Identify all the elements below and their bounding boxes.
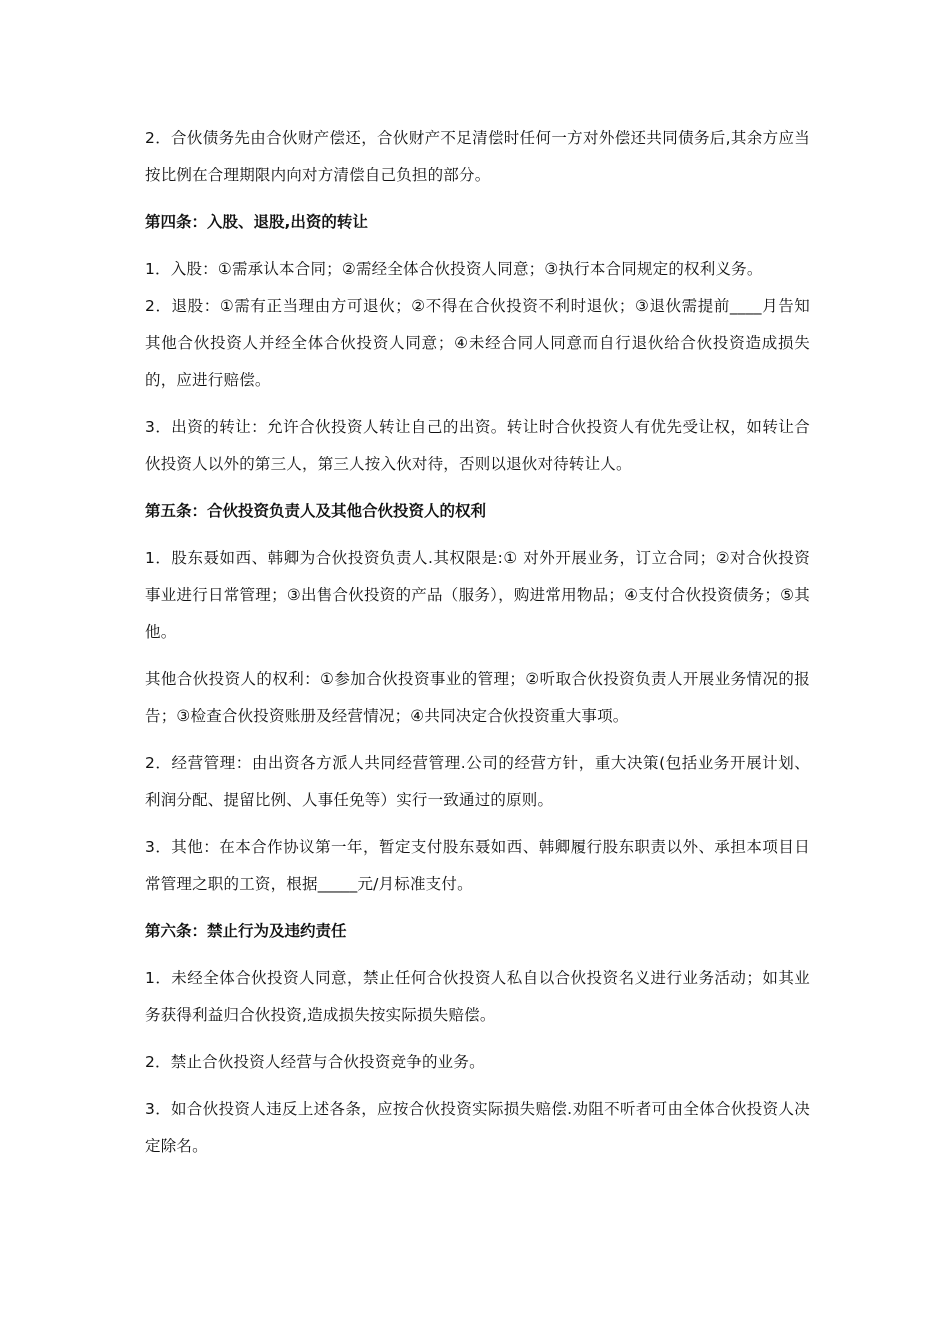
article-6-item-1: 1．未经全体合伙投资人同意，禁止任何合伙投资人私自以合伙投资名义进行业务活动；如其业务获得利益归合伙投资,造成损失按实际损失赔偿。 (145, 969, 810, 1024)
article-4-item-1: 1．入股：①需承认本合同；②需经全体合伙投资人同意；③执行本合同规定的权利义务。 (145, 260, 763, 278)
article-6-heading: 第六条：禁止行为及违约责任 (145, 922, 347, 940)
article-6-item-2: 2．禁止合伙投资人经营与合伙投资竞争的业务。 (145, 1053, 485, 1071)
article-4-item-2: 2．退股：①需有正当理由方可退伙；②不得在合伙投资不利时退伙；③退伙需提前____月告知其他合伙投资人并经全体合伙投资人同意；④未经合同人同意而自行退伙给合伙投资造成损失的，应进行赔偿。 (145, 297, 810, 389)
article-6-item-3: 3．如合伙投资人违反上述各条，应按合伙投资实际损失赔偿.劝阻不听者可由全体合伙投资人决定除名。 (145, 1100, 810, 1155)
article-5-heading: 第五条：合伙投资负责人及其他合伙投资人的权利 (145, 502, 487, 520)
clause-3-item-2: 2．合伙债务先由合伙财产偿还，合伙财产不足清偿时任何一方对外偿还共同债务后,其余方应当按比例在合理期限内向对方清偿自己负担的部分。 (145, 129, 810, 184)
article-4-heading: 第四条：入股、退股,出资的转让 (145, 213, 368, 231)
document-page (145, 120, 810, 1175)
article-5-item-2: 2．经营管理：由出资各方派人共同经营管理.公司的经营方针，重大决策(包括业务开展计划、利润分配、提留比例、人事任免等）实行一致通过的原则。 (145, 754, 810, 809)
article-5-item-1: 1．股东聂如西、韩卿为合伙投资负责人.其权限是:① 对外开展业务，订立合同；②对合伙投资事业进行日常管理；③出售合伙投资的产品（服务），购进常用物品；④支付合伙投资债务；⑤其他。 (145, 549, 810, 641)
article-4-item-3: 3．出资的转让：允许合伙投资人转让自己的出资。转让时合伙投资人有优先受让权，如转让合伙投资人以外的第三人，第三人按入伙对待，否则以退伙对待转让人。 (145, 418, 810, 473)
article-5-other-rights: 其他合伙投资人的权利：①参加合伙投资事业的管理；②听取合伙投资负责人开展业务情况的报告；③检查合伙投资账册及经营情况；④共同决定合伙投资重大事项。 (145, 670, 810, 725)
article-5-item-3: 3．其他：在本合作协议第一年，暂定支付股东聂如西、韩卿履行股东职责以外、承担本项目日常管理之职的工资，根据_____元/月标准支付。 (145, 838, 810, 893)
